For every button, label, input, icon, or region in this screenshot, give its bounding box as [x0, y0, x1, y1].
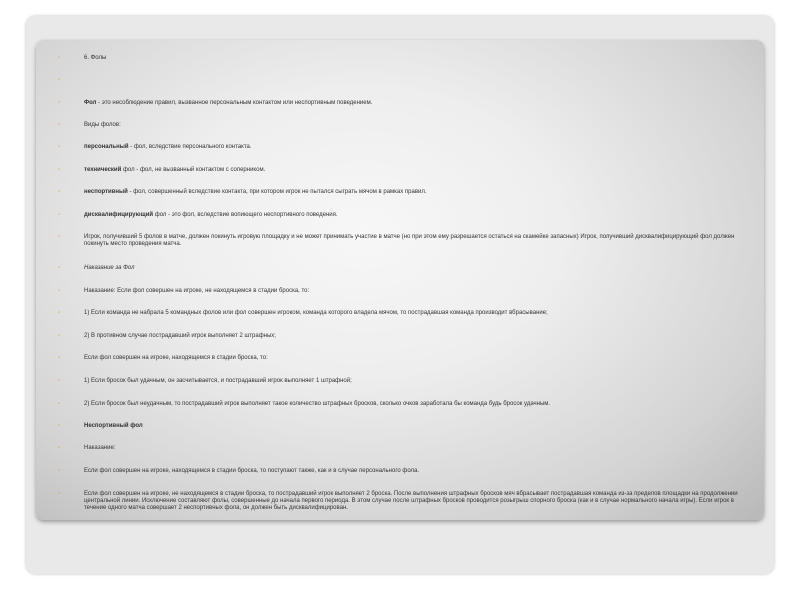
- bullet-icon: ▫: [58, 445, 61, 451]
- paragraph-text: Если фол совершен на игроке, находящемся в стадии броска, то поступают также, как и в случае персонального фола.: [84, 468, 420, 474]
- subheading-text: Наказание за Фол: [84, 265, 135, 271]
- bullet-icon: ▫: [58, 167, 61, 173]
- list-item: [58, 234, 744, 248]
- term-text: неспортивный: [84, 189, 128, 195]
- bullet-icon: ▫: [58, 100, 61, 106]
- bullet-icon: ▫: [58, 189, 61, 195]
- list-item: [58, 355, 744, 362]
- bullet-icon: ▫: [58, 265, 61, 271]
- list-item: [58, 55, 744, 62]
- term-text: дисквалифицирующий: [84, 212, 154, 218]
- bullet-icon: ▫: [58, 212, 61, 218]
- bullet-icon: ▫: [58, 55, 61, 61]
- bullet-icon: ▫: [58, 310, 61, 316]
- list-item: [58, 423, 744, 430]
- definition-text: - это несоблюдение правил, вызванное персональным контактом или неспортивным поведением.: [96, 100, 373, 106]
- bullet-icon: ▫: [58, 333, 61, 339]
- list-item: [58, 310, 744, 317]
- list-item: [58, 468, 744, 475]
- heading-text: 6. Фолы: [84, 55, 107, 61]
- list-item: [58, 212, 744, 219]
- list-item: [58, 189, 744, 196]
- bullet-icon: ▫: [58, 122, 61, 128]
- paragraph-text: Наказание:: [84, 445, 116, 451]
- list-item: [58, 333, 744, 340]
- definition-text: фол - фол, не вызванный контактом с соперником.: [121, 167, 266, 173]
- definition-text: фол - это фол, вследствие вопиющего неспортивного поведения.: [153, 212, 338, 218]
- bullet-icon: ▫: [58, 423, 61, 429]
- definition-text: - фол, вследствие персонального контакта.: [128, 144, 252, 150]
- subheading-text: Неспортивный фол: [84, 423, 143, 429]
- paragraph-text: 2) Если бросок был неудачным, то пострадавший игрок выполняет такое количество штрафных бросков, сколько очков заработала бы команда будь бросок удачным.: [84, 401, 551, 407]
- bullet-icon: ▫: [58, 378, 61, 384]
- paragraph-text: 1) Если бросок был удачным, он засчитывается, и пострадавший игрок выполняет 1 штрафной;: [84, 378, 352, 384]
- paragraph-text: Если фол совершен на игроке, находящемся в стадии броска, то:: [84, 355, 268, 361]
- paragraph-text: Виды фолов:: [84, 122, 121, 128]
- term-text: технический: [84, 167, 122, 173]
- paragraph-text: Наказание: Если фол совершен на игроке, не находящемся в стадии броска, то:: [84, 288, 310, 294]
- list-item: [58, 378, 744, 385]
- list-item: [58, 265, 744, 272]
- list-item: [58, 144, 744, 151]
- bullet-icon: ▫: [58, 491, 61, 497]
- list-item: [58, 288, 744, 295]
- paragraph-text: Игрок, получивший 5 фолов в матче, должен покинуть игровую площадку и не может принимать участие в матче (но при этом ему разрешается остаться на скамейке запасных) Игрок, получивший дисквалифицирующий фол должен покинуть место проведения матча.: [84, 234, 735, 247]
- bullet-icon: ▫: [58, 468, 61, 474]
- list-item: [58, 167, 744, 174]
- term-text: Фол: [84, 100, 97, 106]
- paragraph-text: 2) В противном случае пострадавший игрок выполняет 2 штрафных;: [84, 333, 276, 339]
- bullet-icon: ▫: [58, 401, 61, 407]
- bullet-icon: ▫: [58, 77, 61, 83]
- bullet-icon: ▫: [58, 144, 61, 150]
- bullet-icon: ▫: [58, 288, 61, 294]
- paragraph-text: Если фол совершен на игроке, не находящемся в стадии броска, то пострадавший игрок выполняет 2 броска. После выполнения штрафных бросков мяч вбрасывает пострадавшая команда из-за пределов площадки на продолжении центральной линии. Исключение составляют фолы, совершенные до начала первого периода. В этом случае после штрафных бросков проводится розыгрыш спорного броска (как и в случае нормального начала игры). Если игрок в течение одного матча совершает 2 неспортивных фола, он должен быть дисквалифицирован.: [84, 491, 738, 511]
- paragraph-text: 1) Если команда не набрала 5 командных фолов или фол совершен игроком, команда которого владела мячом, то пострадавшая команда производит вбрасывание;: [84, 310, 548, 316]
- list-item: [58, 491, 744, 512]
- list-item: [58, 122, 744, 129]
- term-text: персональный: [84, 144, 129, 150]
- bullet-icon: ▫: [58, 234, 61, 240]
- list-item: [58, 100, 744, 107]
- bullet-icon: ▫: [58, 355, 61, 361]
- definition-text: - фол, совершенный вследствие контакта, при котором игрок не пытался сыграть мячом в рамках правил.: [127, 189, 427, 195]
- list-item: [58, 401, 744, 408]
- list-item: [58, 445, 744, 452]
